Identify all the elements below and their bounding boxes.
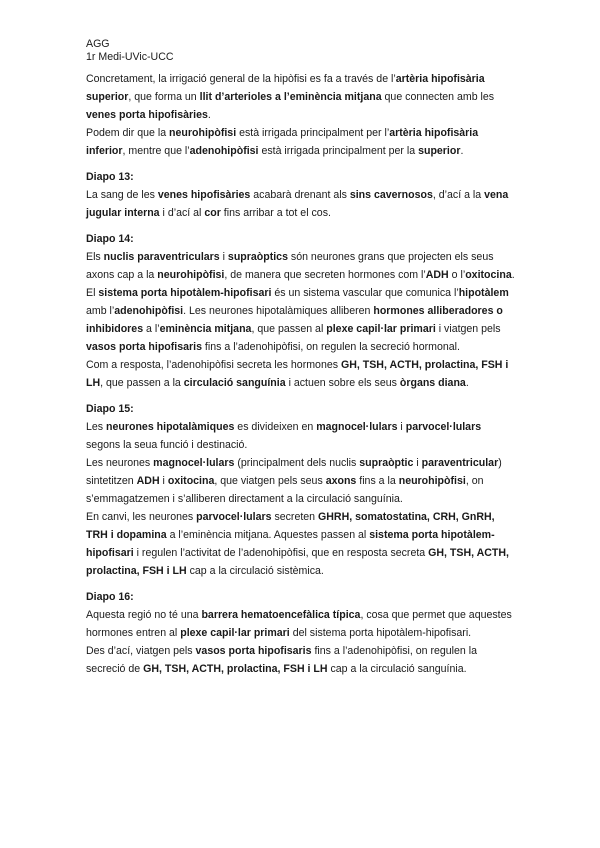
text-run: i d’ací al: [159, 207, 205, 219]
text-run: Els: [86, 251, 104, 263]
text-run: del sistema porta hipotàlem-hipofisari.: [289, 627, 472, 639]
bold-term: neurohipòfisi: [169, 127, 237, 139]
bold-term: plexe capil·lar primari: [326, 323, 436, 335]
text-run: , d’ací a la: [432, 189, 485, 201]
text-run: secreten: [271, 511, 319, 523]
text-run: , que passen al: [251, 323, 327, 335]
bold-term: llit d’arterioles a l’eminència mitjana: [199, 91, 382, 103]
text-run: segons la seua funció i destinació.: [86, 439, 248, 451]
paragraph: [86, 454, 518, 508]
paragraph: [86, 248, 518, 284]
text-run: En canvi, les neurones: [86, 511, 197, 523]
bold-term: magnocel·lulars: [316, 421, 398, 433]
text-run: , que passen a la: [100, 377, 184, 389]
bold-term: neurohipòfisi: [398, 475, 466, 487]
text-run: , on s’emmagatzemen i s’alliberen directament a la circulació sanguínia.: [86, 475, 484, 505]
bold-term: sins cavernosos: [349, 189, 433, 201]
paragraph: [86, 284, 518, 356]
bold-term: plexe capil·lar primari: [180, 627, 290, 639]
bold-term: neurohipòfisi: [157, 269, 225, 281]
text-run: és un sistema vascular que comunica l’: [271, 287, 459, 299]
bold-term: supraòptic: [359, 457, 414, 469]
text-run: i: [397, 421, 406, 433]
text-run: La sang de les: [86, 189, 158, 201]
text-run: fins a l’adenohipòfisi, on regulen la secreció hormonal.: [201, 341, 460, 353]
text-run: Com a resposta, l’adenohipòfisi secreta les hormones: [86, 359, 341, 371]
bold-term: barrera hematoencefàlica típica: [201, 609, 361, 621]
text-run: està irrigada principalment per la: [258, 145, 419, 157]
bold-term: parvocel·lulars: [196, 511, 272, 523]
bold-term: magnocel·lulars: [153, 457, 235, 469]
bold-term: hipotàlem: [458, 287, 509, 299]
bold-term: ADH: [425, 269, 449, 281]
text-run: i actuen sobre els seus: [285, 377, 400, 389]
bold-term: GH, TSH, ACTH, prolactina, FSH i LH: [143, 663, 328, 675]
sections-container: [86, 70, 518, 678]
text-run: i regulen l’activitat de l’adenohipòfisi, que en resposta secreta: [133, 547, 429, 559]
text-run: i: [219, 251, 228, 263]
bold-term: GH, TSH, ACTH, prolactina, FSH i LH: [86, 547, 509, 577]
paragraph: [86, 642, 518, 678]
text-run: . Les neurones hipotalàmiques alliberen: [183, 305, 374, 317]
document-body: [86, 38, 518, 678]
section-heading: Diapo 16:: [86, 591, 134, 603]
paragraph: [86, 418, 518, 454]
text-run: cap a la circulació sanguínia.: [327, 663, 467, 675]
text-run: es divideixen en: [234, 421, 317, 433]
header-line-1: AGG: [86, 38, 110, 50]
bold-term: venes hipofisàries: [157, 189, 251, 201]
bold-term: eminència mitjana: [159, 323, 252, 335]
text-run: Les: [86, 421, 107, 433]
bold-term: cor: [204, 207, 221, 219]
text-run: .: [207, 109, 211, 121]
text-run: , de manera que secreten hormones com l’: [224, 269, 426, 281]
text-run: El: [86, 287, 99, 299]
text-run: fins arribar a tot el cos.: [220, 207, 331, 219]
bold-term: parvocel·lulars: [405, 421, 482, 433]
section-heading: Diapo 14:: [86, 233, 134, 245]
text-run: , que forma un: [128, 91, 200, 103]
text-run: i viatgen pels: [435, 323, 501, 335]
bold-term: oxitocina: [167, 475, 215, 487]
bold-term: ADH: [136, 475, 160, 487]
text-run: Aquesta regió no té una: [86, 609, 202, 621]
text-run: Podem dir que la: [86, 127, 170, 139]
bold-term: circulació sanguínia: [183, 377, 286, 389]
bold-term: vasos porta hipofisaris: [86, 341, 202, 353]
bold-term: axons: [325, 475, 357, 487]
text-run: .: [511, 269, 515, 281]
bold-term: artèria hipofisària superior: [86, 73, 485, 103]
text-run: cap a la circulació sistèmica.: [186, 565, 324, 577]
paragraph: [86, 70, 518, 124]
header-line-2: 1r Medi-UVic-UCC: [86, 51, 174, 63]
paragraph: [86, 508, 518, 580]
text-run: , cosa que permet que aquestes hormones entren al: [86, 609, 512, 639]
text-run: .: [465, 377, 469, 389]
text-run: .: [460, 145, 464, 157]
text-run: a l’eminència mitjana. Aquestes passen al: [166, 529, 370, 541]
text-run: fins a l’adenohipòfisi, on regulen la secreció de: [86, 645, 478, 675]
bold-term: nuclis paraventriculars: [103, 251, 220, 263]
text-run: i: [413, 457, 422, 469]
bold-term: hormones alliberadores o inhibidores: [86, 305, 503, 335]
text-run: (principalment dels nuclis: [234, 457, 360, 469]
paragraph: [86, 606, 518, 642]
bold-term: neurones hipotalàmiques: [106, 421, 235, 433]
text-run: són neurones grans que projecten els seus axons cap a la: [86, 251, 494, 281]
text-run: o l’: [448, 269, 466, 281]
bold-term: adenohipòfisi: [189, 145, 259, 157]
text-run: amb l’: [86, 305, 115, 317]
bold-term: artèria hipofisària inferior: [86, 127, 479, 157]
bold-term: adenohipòfisi: [114, 305, 184, 317]
text-run: Concretament, la irrigació general de la hipòfisi es fa a través de l’: [86, 73, 396, 85]
text-run: que connecten amb les: [381, 91, 495, 103]
text-run: Des d’ací, viatgen pels: [86, 645, 196, 657]
text-run: fins a la: [356, 475, 399, 487]
bold-term: GH, TSH, ACTH, prolactina, FSH i LH: [86, 359, 509, 389]
text-run: i: [159, 475, 168, 487]
text-run: ) sintetitzen: [86, 457, 502, 487]
bold-term: òrgans diana: [399, 377, 466, 389]
text-run: , mentre que l’: [122, 145, 190, 157]
bold-term: superior: [418, 145, 461, 157]
bold-term: GHRH, somatostatina, CRH, GnRH, TRH i dopamina: [86, 511, 495, 541]
bold-term: vena jugular interna: [86, 189, 509, 219]
bold-term: oxitocina: [465, 269, 512, 281]
bold-term: venes porta hipofisàries: [86, 109, 208, 121]
paragraph: [86, 186, 518, 222]
paragraph: [86, 356, 518, 392]
section-heading: Diapo 13:: [86, 171, 134, 183]
bold-term: paraventricular: [421, 457, 499, 469]
section-heading: Diapo 15:: [86, 403, 134, 415]
bold-term: vasos porta hipofisaris: [195, 645, 312, 657]
text-run: Les neurones: [86, 457, 154, 469]
paragraph: [86, 124, 518, 160]
bold-term: sistema porta hipotàlem-hipofisari: [98, 287, 272, 299]
text-run: acabarà drenant als: [250, 189, 350, 201]
text-run: a l’: [143, 323, 160, 335]
bold-term: supraòptics: [227, 251, 288, 263]
text-run: , que viatgen pels seus: [214, 475, 326, 487]
text-run: està irrigada principalment per l’: [236, 127, 390, 139]
bold-term: sistema porta hipotàlem-hipofisari: [86, 529, 495, 559]
